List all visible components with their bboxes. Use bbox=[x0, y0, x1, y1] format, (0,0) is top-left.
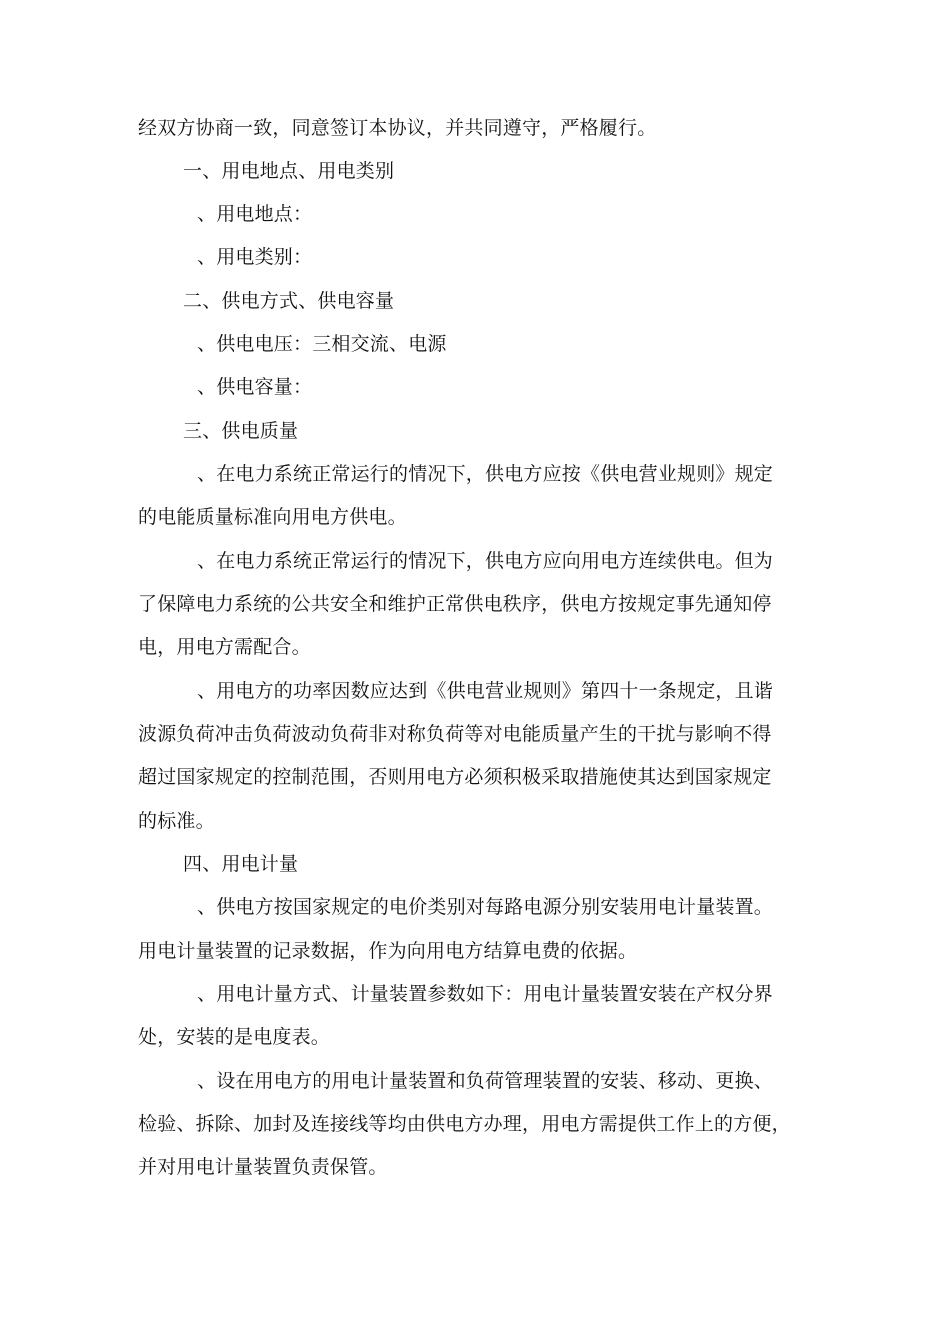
text-line: 、供电容量： bbox=[197, 376, 313, 398]
text-line: 、用电类别： bbox=[197, 246, 313, 268]
section-heading: 三、供电质量 bbox=[183, 420, 299, 442]
text-line: 了保障电力系统的公共安全和维护正常供电秩序，供电方按规定事先通知停 bbox=[138, 593, 772, 615]
text-line: 的标准。 bbox=[138, 810, 215, 832]
section-heading: 四、用电计量 bbox=[183, 853, 299, 875]
text-line: 检验、拆除、加封及连接线等均由供电方办理，用电方需提供工作上的方便， bbox=[138, 1113, 791, 1135]
text-line: 、供电电压：三相交流、电源 bbox=[197, 333, 447, 355]
text-line: 波源负荷冲击负荷波动负荷非对称负荷等对电能质量产生的干扰与影响不得 bbox=[138, 723, 772, 745]
section-heading: 二、供电方式、供电容量 bbox=[183, 290, 395, 312]
text-line: 、供电方按国家规定的电价类别对每路电源分别安装用电计量装置。 bbox=[197, 896, 774, 918]
text-line: 经双方协商一致，同意签订本协议，并共同遵守，严格履行。 bbox=[138, 117, 657, 139]
text-line: 、在电力系统正常运行的情况下，供电方应按《供电营业规则》规定 bbox=[197, 463, 774, 485]
text-line: 处，安装的是电度表。 bbox=[138, 1026, 331, 1048]
text-line: 、用电地点： bbox=[197, 203, 313, 225]
section-heading: 一、用电地点、用电类别 bbox=[183, 160, 395, 182]
text-line: 并对用电计量装置负责保管。 bbox=[138, 1156, 388, 1178]
text-line: 、在电力系统正常运行的情况下，供电方应向用电方连续供电。但为 bbox=[197, 550, 774, 572]
text-line: 超过国家规定的控制范围，否则用电方必须积极采取措施使其达到国家规定 bbox=[138, 766, 772, 788]
text-line: 电，用电方需配合。 bbox=[138, 636, 311, 658]
text-line: 、用电方的功率因数应达到《供电营业规则》第四十一条规定，且谐 bbox=[197, 680, 774, 702]
text-line: 、设在用电方的用电计量装置和负荷管理装置的安装、移动、更换、 bbox=[197, 1070, 774, 1092]
text-line: 的电能质量标准向用电方供电。 bbox=[138, 506, 407, 528]
text-line: 用电计量装置的记录数据，作为向用电方结算电费的依据。 bbox=[138, 940, 638, 962]
text-line: 、用电计量方式、计量装置参数如下：用电计量装置安装在产权分界 bbox=[197, 983, 774, 1005]
